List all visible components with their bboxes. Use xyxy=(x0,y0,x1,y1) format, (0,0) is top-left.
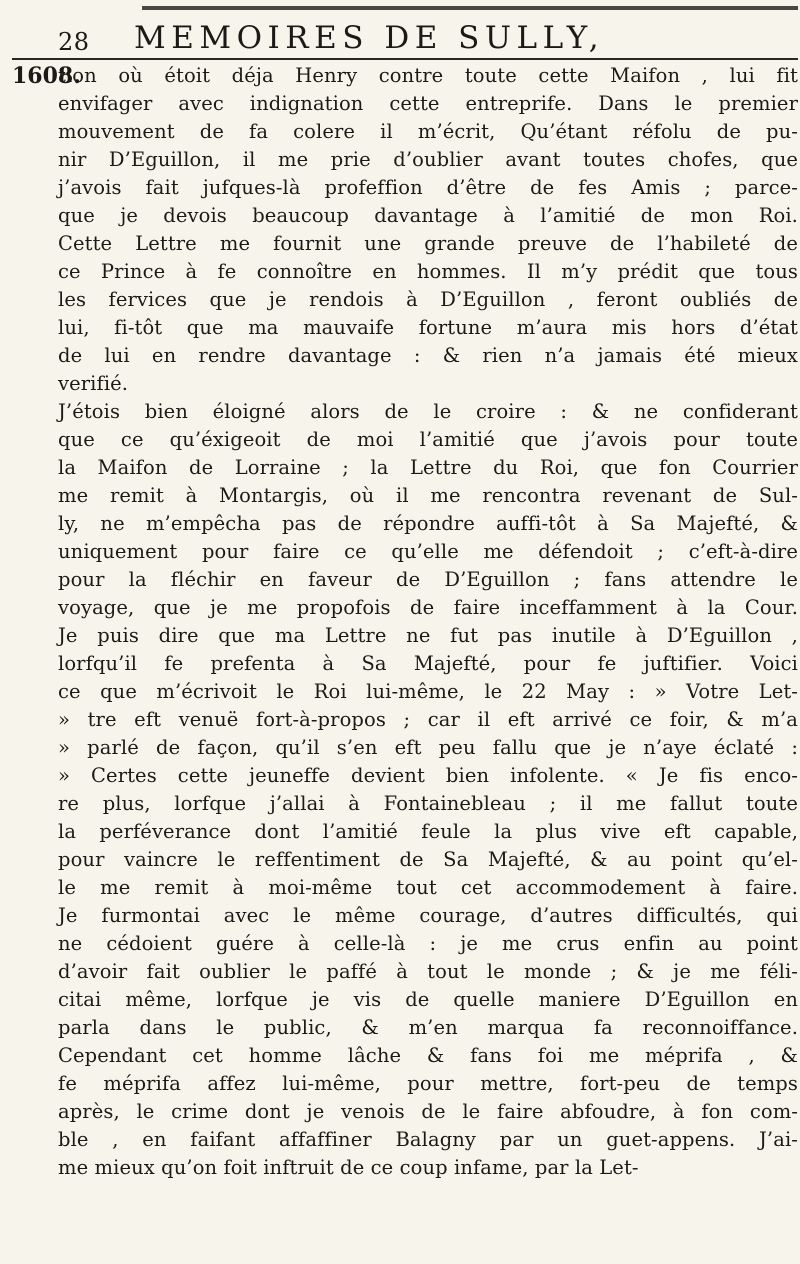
text-line: fe méprifa affez lui-même, pour mettre, fort-peu de temps xyxy=(58,1072,798,1095)
body-text xyxy=(58,62,798,1182)
text-line: ne cédoient guére à celle-là : je me crus enfin au point xyxy=(58,932,798,955)
text-line: » parlé de façon, qu’il s’en eft peu fallu que je n’aye éclaté : xyxy=(58,736,798,759)
text-line: voyage, que je me propofois de faire inceffamment à la Cour. xyxy=(58,596,798,619)
text-line: uniquement pour faire ce qu’elle me défendoit ; c’eft-à-dire xyxy=(58,540,798,563)
text-line: le me remit à moi-même tout cet accommodement à faire. xyxy=(58,876,798,899)
text-line: ce Prince à fe connoître en hommes. Il m’y prédit que tous xyxy=(58,260,798,283)
text-line: » Certes cette jeuneffe devient bien infolente. « Je fis enco- xyxy=(58,764,798,787)
text-line: pour la fléchir en faveur de D’Eguillon ; fans attendre le xyxy=(58,568,798,591)
header-rule xyxy=(58,58,798,60)
text-line: parla dans le public, & m’en marqua fa reconnoiffance. xyxy=(58,1016,798,1039)
text-line: J’étois bien éloigné alors de le croire : & ne confiderant xyxy=(58,400,798,423)
text-line: les fervices que je rendois à D’Eguillon , feront oubliés de xyxy=(58,288,798,311)
text-line: citai même, lorfque je vis de quelle maniere D’Eguillon en xyxy=(58,988,798,1011)
text-line: la perféverance dont l’amitié feule la plus vive eft capable, xyxy=(58,820,798,843)
text-line: verifié. xyxy=(58,372,129,395)
text-line: que je devois beaucoup davantage à l’amitié de mon Roi. xyxy=(58,204,798,227)
text-line: envifager avec indignation cette entreprife. Dans le premier xyxy=(58,92,798,115)
text-line: Cependant cet homme lâche & fans foi me méprifa , & xyxy=(58,1044,798,1067)
text-line: tion où étoit déja Henry contre toute cette Maifon , lui fit xyxy=(58,64,798,87)
text-line: re plus, lorfque j’allai à Fontainebleau ; il me fallut toute xyxy=(58,792,798,815)
text-line: pour vaincre le reffentiment de Sa Majefté, & au point qu’el- xyxy=(58,848,798,871)
text-line: ly, ne m’empêcha pas de répondre auffi-tôt à Sa Majefté, & xyxy=(58,512,798,535)
page-header xyxy=(58,14,798,54)
text-line: de lui en rendre davantage : & rien n’a jamais été mieux xyxy=(58,344,798,367)
margin-rule xyxy=(12,58,60,60)
text-line: Je puis dire que ma Lettre ne fut pas inutile à D’Eguillon , xyxy=(58,624,798,647)
margin-year: 1608. xyxy=(12,63,81,89)
text-line: que ce qu’éxigeoit de moi l’amitié que j’avois pour toute xyxy=(58,428,798,451)
text-line: » tre eft venuë fort-à-propos ; car il eft arrivé ce foir, & m’a xyxy=(58,708,798,731)
text-line: me mieux qu’on foit inftruit de ce coup infame, par la Let- xyxy=(58,1156,639,1179)
text-line: me remit à Montargis, où il me rencontra revenant de Sul- xyxy=(58,484,798,507)
text-line: la Maifon de Lorraine ; la Lettre du Roi, que fon Courrier xyxy=(58,456,798,479)
text-line: d’avoir fait oublier le paffé à tout le monde ; & je me féli- xyxy=(58,960,798,983)
text-line: ble , en faifant affaffiner Balagny par un guet-appens. J’ai- xyxy=(58,1128,798,1151)
top-ink-rule xyxy=(142,6,798,10)
text-line: mouvement de fa colere il m’écrit, Qu’étant réfolu de pu- xyxy=(58,120,798,143)
text-line: j’avois fait jufques-là profeffion d’être de fes Amis ; parce- xyxy=(58,176,798,199)
text-line: après, le crime dont je venois de le faire abfoudre, à fon com- xyxy=(58,1100,798,1123)
text-line: lorfqu’il fe prefenta à Sa Majefté, pour fe juftifier. Voici xyxy=(58,652,798,675)
text-line: lui, fi-tôt que ma mauvaife fortune m’aura mis hors d’état xyxy=(58,316,798,339)
text-line: Cette Lettre me fournit une grande preuve de l’habileté de xyxy=(58,232,798,255)
text-line: nir D’Eguillon, il me prie d’oublier avant toutes chofes, que xyxy=(58,148,798,171)
running-title: MEMOIRES DE SULLY, xyxy=(134,20,605,56)
text-line: Je furmontai avec le même courage, d’autres difficultés, qui xyxy=(58,904,798,927)
page-number: 28 xyxy=(58,28,90,56)
text-line: ce que m’écrivoit le Roi lui-même, le 22 May : » Votre Let- xyxy=(58,680,798,703)
